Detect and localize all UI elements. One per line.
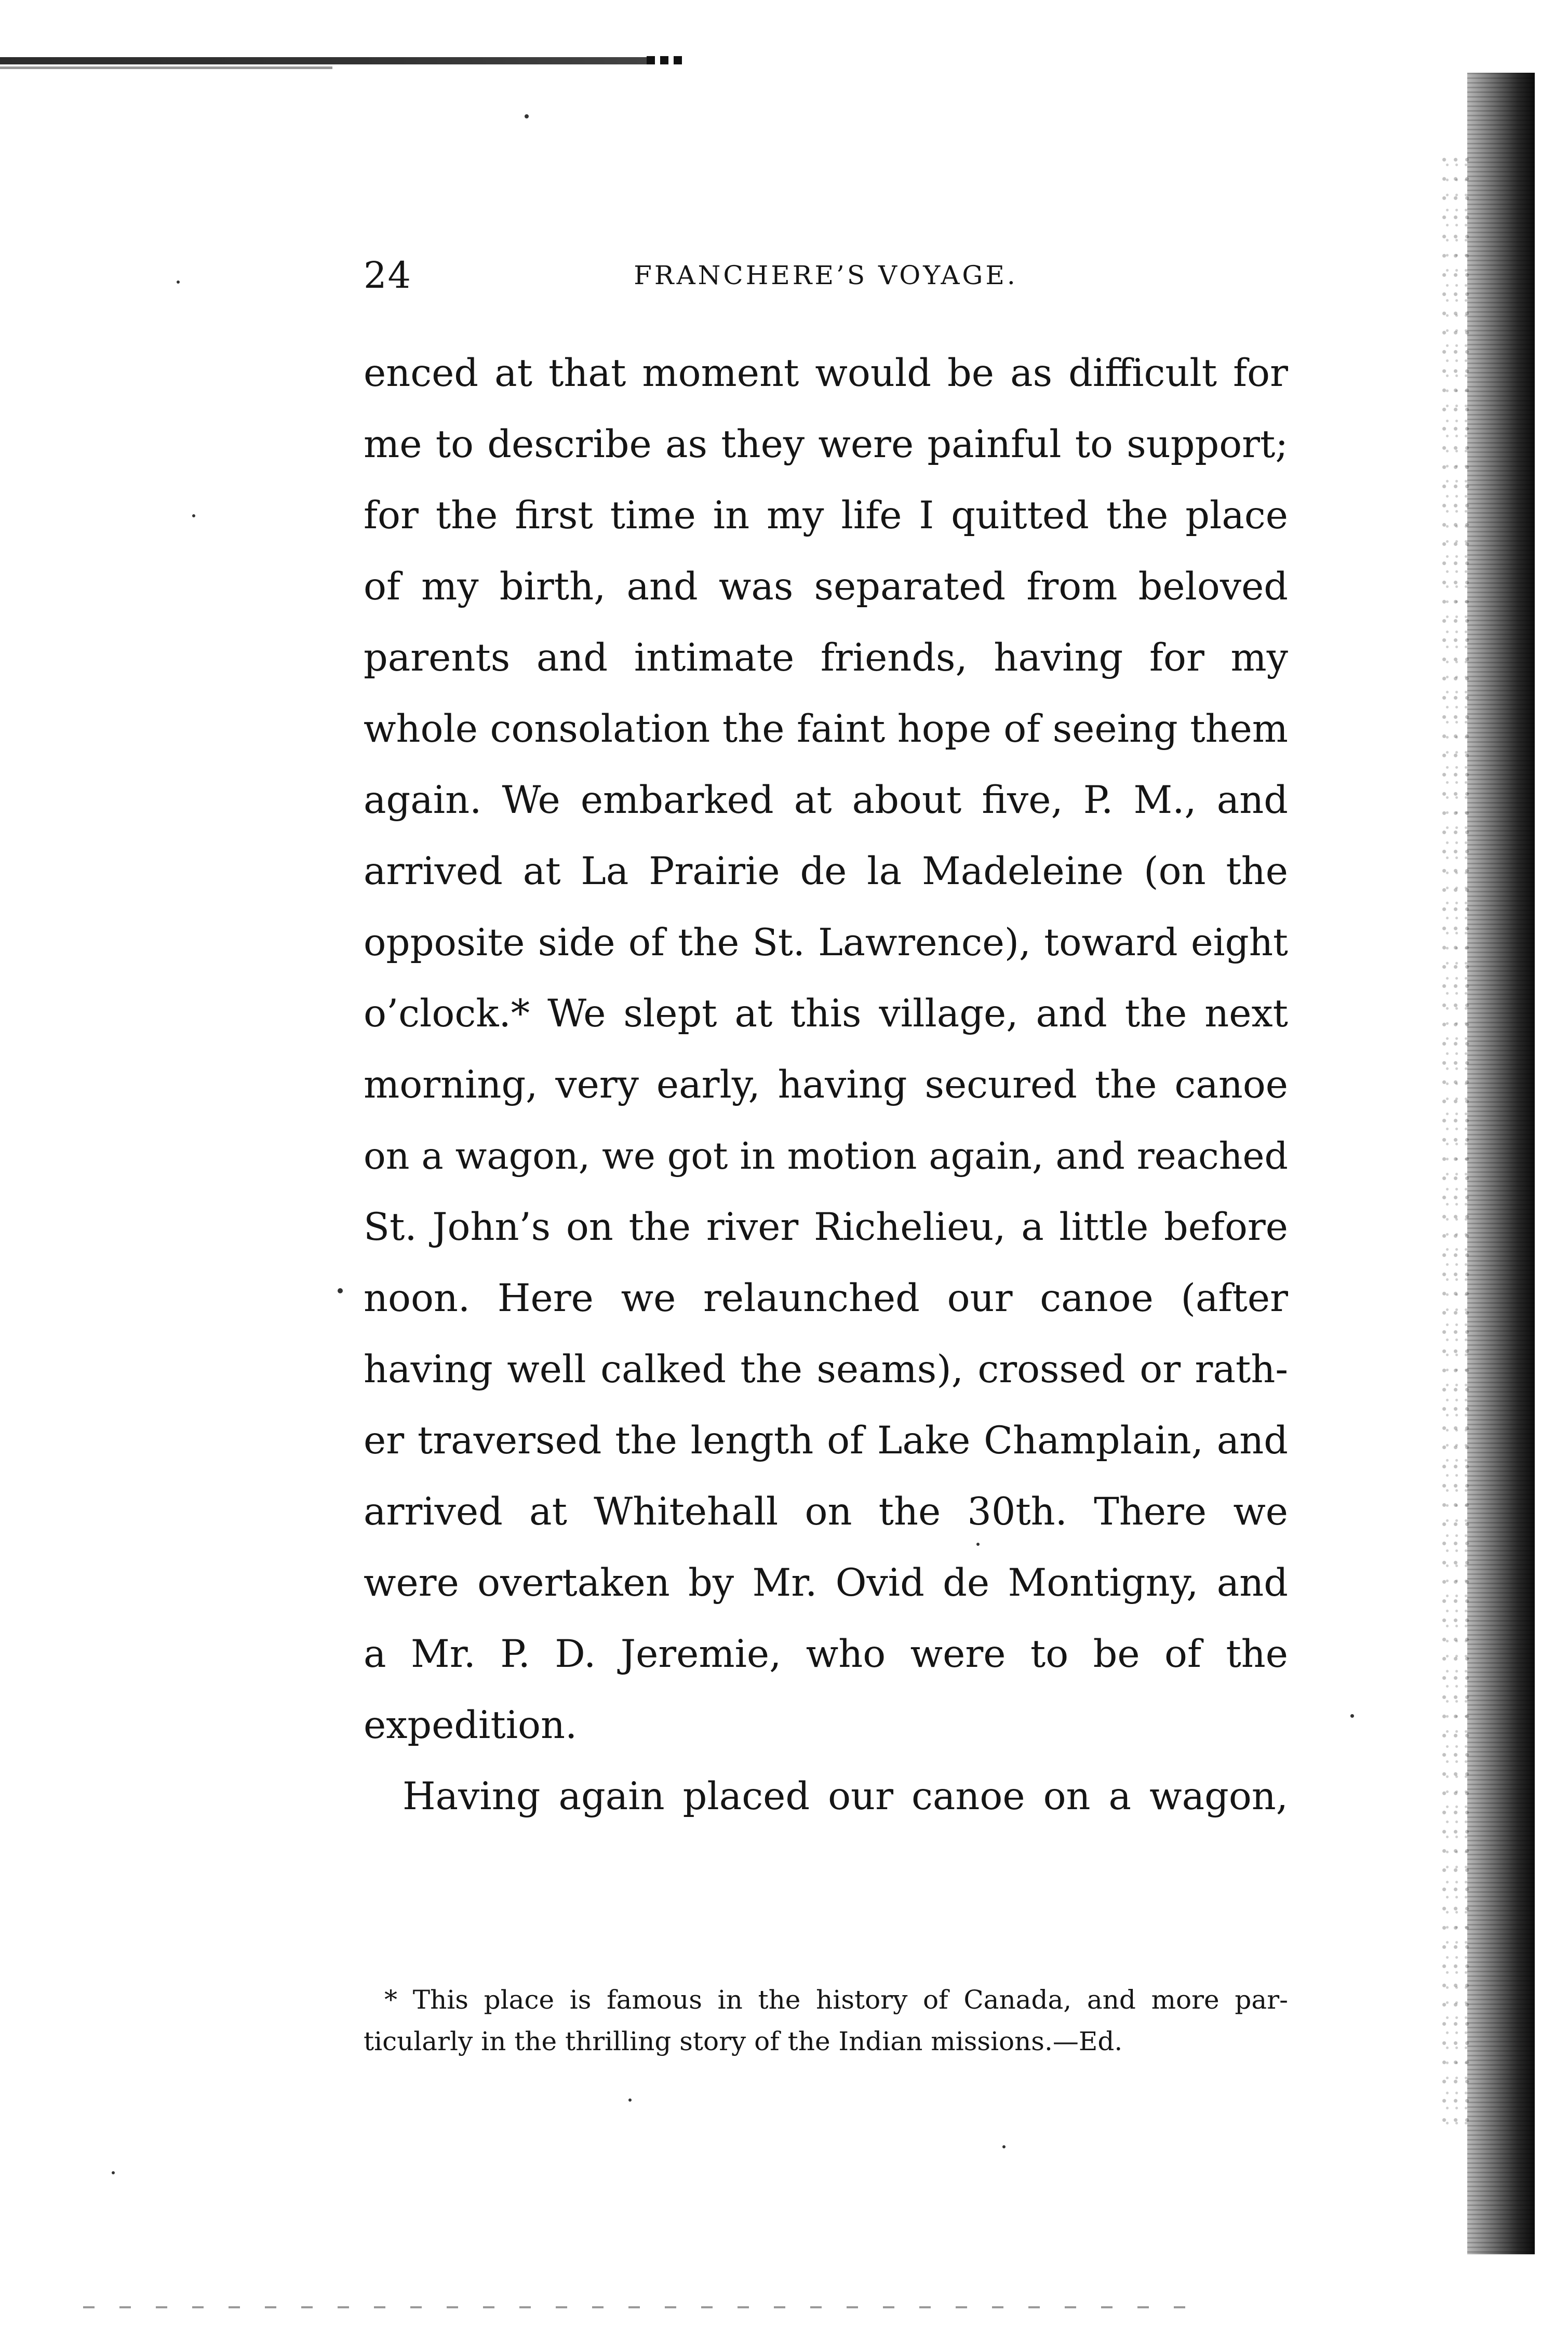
text-line: noon. Here we relaunched our canoe (after: [364, 1276, 1288, 1320]
text-line: a Mr. P. D. Jeremie, who were to be of the: [364, 1632, 1288, 1676]
body-text: [364, 338, 1288, 1832]
scan-speck: [1350, 1714, 1354, 1718]
text-line: expedition.: [364, 1703, 578, 1747]
text-line: were overtaken by Mr. Ovid de Montigny, and: [364, 1561, 1288, 1605]
text-line: arrived at Whitehall on the 30th. There we: [364, 1490, 1288, 1534]
scan-speck: [628, 2098, 632, 2102]
text-line: opposite side of the St. Lawrence), toward eight: [364, 920, 1288, 964]
scan-edge-rule: [0, 57, 649, 64]
footnote: [364, 1979, 1288, 2062]
text-line: enced at that moment would be as difficult for: [364, 351, 1288, 395]
paragraph-start-line: Having again placed our canoe on a wagon,: [403, 1774, 1288, 1819]
text-line: arrived at La Prairie de la Madeleine (on the: [364, 849, 1288, 893]
scan-speck: [112, 2171, 115, 2174]
text-line: on a wagon, we got in motion again, and reached: [364, 1134, 1288, 1178]
scan-speck: [1002, 2145, 1006, 2148]
text-line: for the first time in my life I quitted the place: [364, 493, 1288, 538]
scan-speck: [525, 114, 529, 118]
text-line: again. We embarked at about five, P. M., and: [364, 778, 1288, 822]
scan-speck: [338, 1288, 343, 1293]
page-number: 24: [364, 254, 412, 297]
running-head: [364, 244, 1288, 306]
text-line: morning, very early, having secured the canoe: [364, 1063, 1288, 1107]
text-line: me to describe as they were painful to support;: [364, 422, 1288, 466]
text-line: parents and intimate friends, having for my: [364, 636, 1288, 680]
footnote-line: ticularly in the thrilling story of the Indian missions.—Ed.: [364, 2026, 1123, 2056]
running-title: FRANCHERE’S VOYAGE.: [634, 260, 1018, 290]
scan-speck: [177, 280, 180, 284]
binding-shadow: [1467, 73, 1535, 2254]
binding-edge-noise: [1441, 156, 1469, 2130]
text-line: whole consolation the faint hope of seeing them: [364, 707, 1288, 751]
text-line: having well calked the seams), crossed or rath-: [364, 1347, 1288, 1392]
scan-speck: [192, 514, 195, 517]
text-line: er traversed the length of Lake Champlain, and: [364, 1419, 1288, 1463]
footnote-line: * This place is famous in the history of Canada, and more par-: [384, 1985, 1288, 2015]
scan-edge-rule-secondary: [0, 66, 332, 69]
text-line: of my birth, and was separated from beloved: [364, 565, 1288, 609]
text-line: St. John’s on the river Richelieu, a little before: [364, 1205, 1288, 1249]
scan-edge-ticks: [647, 56, 683, 64]
text-line: o’clock.* We slept at this village, and the next: [364, 992, 1288, 1036]
scan-bottom-noise: [83, 2306, 1200, 2308]
